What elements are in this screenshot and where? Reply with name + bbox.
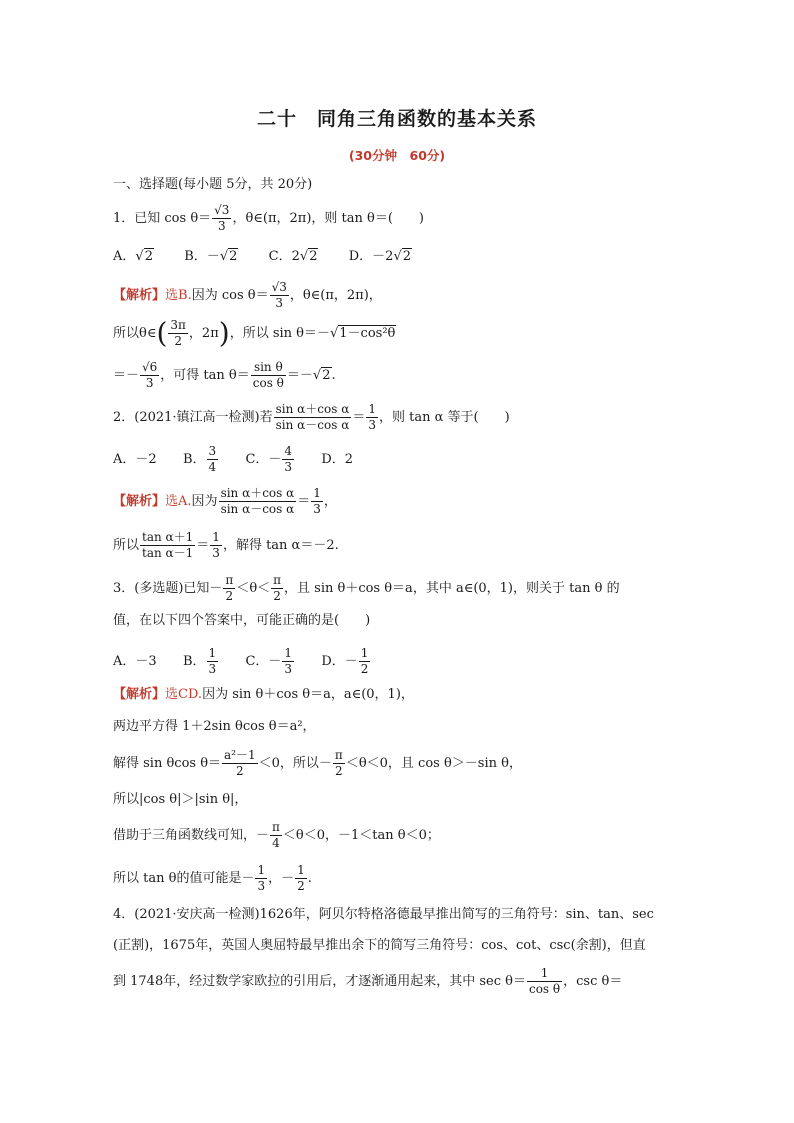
solution-1-line-3: ＝－ $\frac{√6}{3}$ ，可得 tan θ＝ $\frac{\text{sin θ}}{\text{cos θ}}$ ＝－√2.: [113, 360, 336, 390]
option-b: B． $\frac{1}{3}$: [182, 646, 217, 676]
option-d: D．2: [321, 452, 354, 467]
analysis-tag: 【解析】: [113, 687, 166, 702]
solution-3-line-1: 【解析】选CD.因为 sin θ＋cos θ＝a，a∈(0，1)，: [113, 687, 414, 702]
option-c: C．－ $\frac{1}{3}$: [245, 646, 293, 676]
option-a: A．－2: [113, 452, 157, 467]
solution-3-line-6: 所以 tan θ的值可能是－ $\frac{1}{3}$ ，－ $\frac{1}{2}$ .: [113, 863, 312, 893]
solution-3-line-3: 解得 sin θcos θ＝ $\frac{\text{a²－1}}{2}$ ＜0，所以－ $\frac{\pi}{2}$ ＜θ＜0，且 cos θ＞－sin θ，: [113, 748, 522, 778]
question-3: 3．(多选题)已知－ $\frac{\pi}{2}$ ＜θ＜ $\frac{\pi}{2}$ ，且 sin θ＋cos θ＝a，其中 a∈(0，1)，则关于 tan θ 的: [113, 573, 620, 603]
question-1-options: [113, 250, 412, 263]
fraction: $\frac{√3}{3}$: [214, 203, 230, 233]
option-b: B． $\frac{3}{4}$: [182, 444, 217, 474]
option-d: D．－ $\frac{1}{2}$: [321, 646, 369, 676]
question-4-line-2: (正割)，1675年，英国人奥屈特最早推出余下的简写三角符号：cos、cot、csc(余割)，但直: [113, 938, 646, 953]
section-heading: 一、选择题(每小题 5分，共 20分): [113, 177, 313, 192]
solution-3-line-5: 借助于三角函数线可知，－ $\frac{\pi}{4}$ ＜θ＜0，－1＜tan θ＜0；: [113, 820, 440, 850]
question-1: 1．已知 cos θ＝ $\frac{√3}{3}$ ，θ∈(π，2π)，则 tan θ＝( ): [113, 203, 424, 233]
solution-3-line-2: 两边平方得 1＋2sin θcos θ＝a²，: [113, 719, 316, 734]
question-3-options: [113, 646, 371, 677]
question-2-options: [113, 444, 353, 475]
solution-3-line-4: 所以|cos θ|＞|sin θ|，: [113, 792, 248, 807]
option-d: D．－2√2: [348, 249, 412, 264]
page-title: 二十 同角三角函数的基本关系: [256, 108, 537, 130]
analysis-tag: 【解析】: [113, 288, 166, 303]
solution-2-line-2: 所以 $\frac{\text{tan α＋1}}{\text{tan α－1}}$ ＝ $\frac{1}{3}$ ，解得 tan α＝－2.: [113, 530, 339, 560]
question-2: 2．(2021·镇江高一检测)若 $\frac{\text{sin α＋cos α}}{\text{sin α－cos α}}$ ＝ $\frac{1}{3}$ ，则 tan α 等于( ): [113, 402, 510, 432]
question-4-line-3: 到 1748年，经过数学家欧拉的引用后，才逐渐通用起来，其中 sec θ＝ $\frac{1}{\text{cos θ}}$ ，csc θ＝: [113, 966, 623, 996]
option-c: C．2√2: [268, 249, 318, 264]
analysis-tag: 【解析】: [113, 494, 166, 509]
question-3-line-2: 值，在以下四个答案中，可能正确的是( ): [113, 613, 371, 628]
solution-1-line-1: 【解析】选B.因为 cos θ＝ $\frac{√3}{3}$ ，θ∈(π，2π)，: [113, 280, 382, 310]
option-a: A．－3: [113, 654, 157, 669]
solution-2-line-1: 【解析】选A.因为 $\frac{\text{sin α＋cos α}}{\text{sin α－cos α}}$ ＝ $\frac{1}{3}$ ，: [113, 486, 337, 516]
solution-1-line-2: 所以θ∈( $\frac{3\pi}{2}$ ，2π)，所以 sin θ＝－√1－cos²θ: [113, 316, 396, 350]
option-c: C．－ $\frac{4}{3}$: [245, 444, 293, 474]
question-4-line-1: 4．(2021·安庆高一检测)1626年，阿贝尔特格洛德最早推出简写的三角符号：sin、tan、sec: [113, 907, 654, 922]
page-subtitle: (30分钟 60分): [348, 148, 446, 163]
option-a: A．√2: [113, 249, 153, 264]
option-b: B．－√2: [184, 249, 238, 264]
